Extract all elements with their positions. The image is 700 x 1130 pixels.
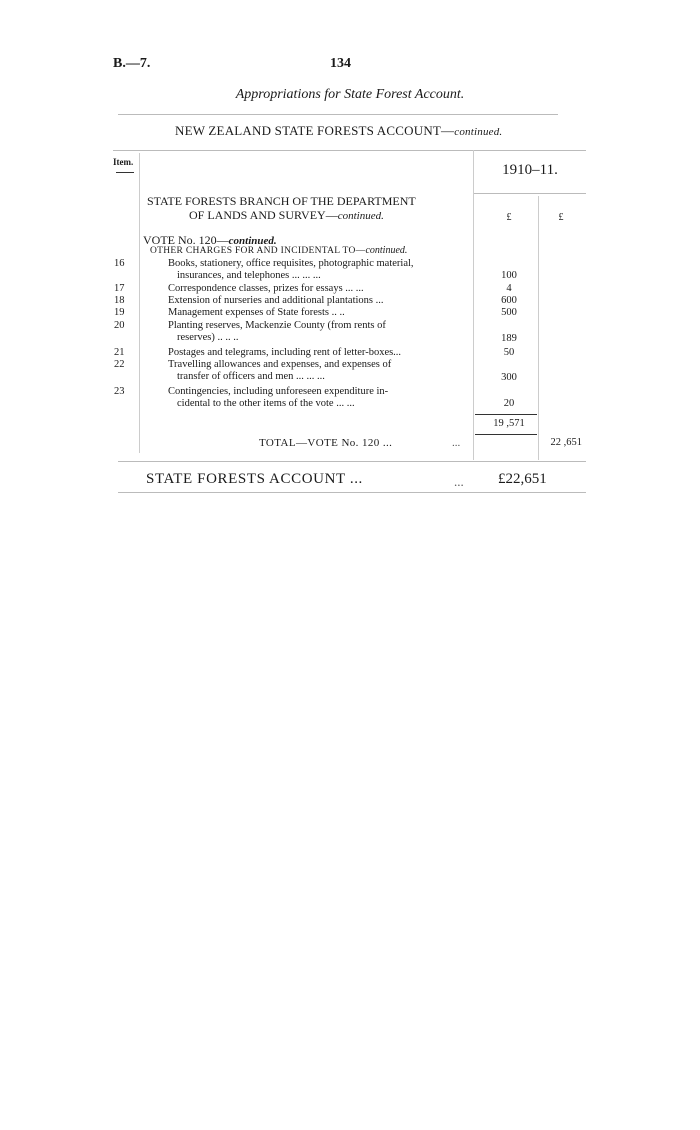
- page-number: 134: [330, 56, 351, 71]
- grand-total-value: £22,651: [498, 471, 547, 487]
- grand-total-leader-dots: ...: [454, 474, 464, 489]
- description-line: Extension of nurseries and additional plantations ...: [168, 295, 384, 306]
- item-number: 19: [114, 307, 125, 318]
- description-column-rule: [473, 150, 474, 460]
- account-subtitle: [175, 123, 502, 139]
- total-rule: [118, 461, 586, 462]
- item-description: [168, 295, 468, 307]
- description-line: Travelling allowances and expenses, and expenses of: [168, 359, 392, 370]
- item-amount: 500: [501, 307, 517, 318]
- section-line-2: [147, 208, 416, 223]
- description-line: Books, stationery, office requisites, photographic material,: [168, 258, 414, 269]
- item-number: 20: [114, 320, 125, 331]
- item-header-underline: [116, 172, 134, 173]
- item-description: [168, 359, 468, 382]
- item-description: [168, 347, 468, 359]
- description-line: Planting reserves, Mackenzie County (from rents of: [168, 320, 386, 331]
- description-line: Postages and telegrams, including rent of letter-boxes...: [168, 347, 402, 358]
- total-label: TOTAL—VOTE No. 120 ...: [259, 437, 393, 449]
- section-code: B.—7.: [113, 56, 151, 71]
- section-suffix: continued.: [337, 210, 384, 222]
- item-description: [168, 258, 468, 281]
- item-column-rule: [139, 153, 140, 453]
- currency-left: £: [506, 212, 512, 223]
- item-number: 21: [114, 347, 125, 358]
- vote-suffix: continued.: [228, 235, 277, 247]
- description-continuation: reserves) .. .. ..: [177, 331, 239, 343]
- title-rule: [118, 114, 558, 115]
- subhead: [150, 245, 407, 256]
- item-number: 18: [114, 295, 125, 306]
- description-line: Contingencies, including unforeseen expenditure in-: [168, 386, 389, 397]
- description-continuation: cidental to the other items of the vote ... ...: [177, 397, 355, 409]
- item-number: 17: [114, 283, 125, 294]
- table-top-rule: [113, 150, 586, 151]
- section-line-1: STATE FORESTS BRANCH OF THE DEPARTMENT: [147, 194, 416, 208]
- item-amount: 600: [501, 295, 517, 306]
- vote-label: VOTE No. 120—: [143, 233, 229, 247]
- description-line: Management expenses of State forests .. ..: [168, 307, 345, 318]
- total-value: 22 ,651: [550, 437, 582, 448]
- item-number: 23: [114, 386, 125, 397]
- item-amount: 189: [501, 333, 517, 344]
- amount-column-rule: [538, 196, 539, 460]
- description-line: Correspondence classes, prizes for essays ... ...: [168, 283, 364, 294]
- subtotal-rule: [475, 414, 537, 415]
- description-continuation: transfer of officers and men ... ... ...: [177, 370, 325, 382]
- item-column-header: Item.: [113, 157, 134, 167]
- item-description: [168, 386, 468, 409]
- item-amount: 50: [503, 347, 515, 358]
- item-number: 22: [114, 359, 125, 370]
- year-header-rule: [473, 193, 586, 194]
- item-description: [168, 320, 468, 343]
- bottom-rule: [118, 492, 586, 493]
- subhead-text: OTHER CHARGES FOR AND INCIDENTAL TO—: [150, 246, 366, 256]
- total-leader-dots: ...: [452, 437, 461, 449]
- description-continuation: insurances, and telephones ... ... ...: [177, 269, 321, 281]
- item-description: [168, 283, 468, 295]
- subtitle-text: NEW ZEALAND STATE FORESTS ACCOUNT—: [175, 123, 455, 138]
- section-line-2-text: OF LANDS AND SURVEY—: [189, 208, 338, 222]
- item-amount: 300: [501, 372, 517, 383]
- item-number: 16: [114, 258, 125, 269]
- subtotal-underline: [475, 434, 537, 435]
- item-amount: 100: [501, 270, 517, 281]
- section-heading: [147, 194, 416, 223]
- item-amount: 20: [503, 398, 515, 409]
- subtotal-amount: 19 ,571: [493, 418, 525, 429]
- subtitle-suffix: continued.: [454, 126, 503, 138]
- page-title: Appropriations for State Forest Account.: [235, 87, 465, 102]
- grand-total-label: STATE FORESTS ACCOUNT ...: [146, 471, 363, 487]
- subhead-suffix: continued.: [365, 245, 408, 256]
- item-description: [168, 307, 468, 319]
- item-amount: 4: [506, 283, 512, 294]
- currency-right: £: [558, 212, 564, 223]
- year-header: 1910–11.: [502, 162, 558, 178]
